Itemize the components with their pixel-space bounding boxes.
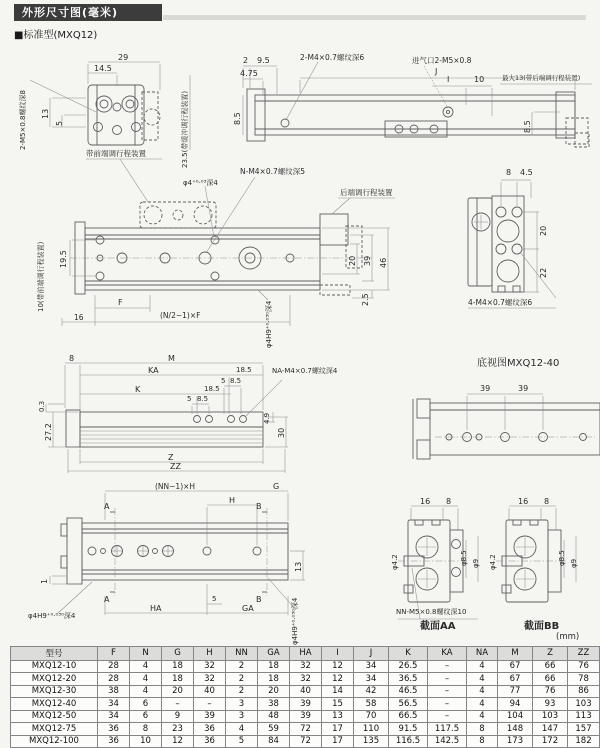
value-cell: 4 (467, 660, 498, 673)
bottom-view-40-title: 底视图MXQ12-40 (477, 358, 560, 369)
value-cell: 117.5 (428, 723, 467, 736)
bb-dia-4-2: φ4.2 (489, 554, 497, 570)
value-cell: 76 (568, 660, 600, 673)
value-cell: 18 (258, 660, 290, 673)
pin-hole2-label: φ4H9⁺⁰·⁰³⁰深4 (265, 300, 273, 348)
bottom-view-drawing (46, 363, 288, 473)
dim-GA: GA (242, 604, 254, 613)
aa-dia-4-2: φ4.2 (391, 554, 399, 570)
dim-8-5-b: 8.5 (197, 395, 209, 403)
model-cell: MXQ12-75 (11, 723, 98, 736)
value-cell: 142.5 (428, 735, 467, 748)
value-cell: 36 (98, 735, 130, 748)
dim-height-13: 13 (41, 108, 50, 119)
value-cell: 15 (322, 698, 354, 711)
dim-9-5: 9.5 (257, 56, 270, 65)
aa-thread-label: NN-M5×0.8螺纹深10 (396, 608, 467, 616)
value-cell: 72 (290, 723, 322, 736)
table-row (11, 735, 600, 748)
value-cell: 4 (130, 660, 162, 673)
value-cell: 42 (354, 685, 389, 698)
value-cell: – (428, 685, 467, 698)
dim-J: J (435, 67, 438, 76)
column-header: N (130, 647, 162, 661)
value-cell: 36.5 (389, 673, 428, 686)
value-cell: 157 (568, 723, 600, 736)
dim-20: 20 (348, 255, 357, 266)
thread-label-m4: 2-M4×0.7螺纹深6 (300, 53, 365, 62)
section-mark-b-top: B (256, 502, 262, 511)
value-cell: 147 (533, 723, 568, 736)
value-cell: 32 (290, 673, 322, 686)
table-row (11, 698, 600, 711)
value-cell: 113 (568, 710, 600, 723)
value-cell: 20 (258, 685, 290, 698)
value-cell: – (428, 698, 467, 711)
value-cell: 32 (194, 660, 226, 673)
dim-4-5: 4.5 (520, 168, 533, 177)
column-header: ZZ (568, 647, 600, 661)
dim-4-75: 4.75 (240, 69, 258, 78)
value-cell: 8 (467, 723, 498, 736)
value-cell: 86 (568, 685, 600, 698)
dim-39: 39 (363, 255, 372, 266)
unit-label: (mm) (556, 632, 580, 642)
value-cell: 26.5 (389, 660, 428, 673)
dim-8: 8 (506, 168, 512, 177)
column-header: 型号 (11, 647, 98, 661)
value-cell: 8 (130, 723, 162, 736)
dim-18-5-b: 18.5 (204, 385, 220, 393)
thread-label-n-m4: N-M4×0.7螺纹深5 (240, 167, 306, 176)
dim-KA: KA (148, 366, 159, 375)
model-cell: MXQ12-20 (11, 673, 98, 686)
model-cell: MXQ12-100 (11, 735, 98, 748)
dim-8-5-a: 8.5 (230, 377, 242, 385)
value-cell: 36 (194, 723, 226, 736)
column-header: I (322, 647, 354, 661)
value-cell: 18 (162, 660, 194, 673)
value-cell: 36 (194, 735, 226, 748)
column-header: KA (428, 647, 467, 661)
value-cell: 4 (467, 710, 498, 723)
column-header: NA (467, 647, 498, 661)
dim-I: I (447, 75, 450, 84)
value-cell: 3 (226, 698, 258, 711)
table-row (11, 673, 600, 686)
dim-4-9: 4.9 (263, 412, 271, 424)
dim-8-5-right: 8.5 (523, 120, 532, 133)
bb-dia-9: φ9 (570, 558, 578, 568)
value-cell: 32 (290, 660, 322, 673)
dim-M: M (168, 354, 175, 363)
value-cell: 13 (322, 710, 354, 723)
dim-46: 46 (379, 257, 388, 268)
value-cell: 28 (98, 660, 130, 673)
dim-8-5-left: 8.5 (233, 112, 242, 125)
value-cell: 76 (533, 685, 568, 698)
dim-39-b: 39 (518, 384, 529, 393)
value-cell: 18 (162, 673, 194, 686)
dim-HA: HA (150, 604, 162, 613)
dim-18-5-a: 18.5 (236, 366, 252, 374)
value-cell: 46.5 (389, 685, 428, 698)
value-cell: 4 (130, 685, 162, 698)
value-cell: 66 (533, 673, 568, 686)
dim-ZZ: ZZ (170, 462, 181, 471)
thread-label-na-m4: NA-M4×0.7螺纹深4 (272, 367, 338, 375)
table-row (11, 723, 600, 736)
value-cell: 91.5 (389, 723, 428, 736)
dim-2: 2 (243, 56, 249, 65)
value-cell: 20 (162, 685, 194, 698)
rear-adjuster-label: 后端调行程装置 (340, 188, 393, 197)
page-subtitle: ■标准型(MXQ12) (14, 30, 98, 41)
value-cell: 3 (226, 710, 258, 723)
value-cell: 18 (258, 673, 290, 686)
value-cell: 4 (467, 698, 498, 711)
dim-5-a: 5 (221, 377, 226, 385)
value-cell: 8 (467, 735, 498, 748)
dim-5-b: 5 (187, 395, 192, 403)
dim-2-5: 2.5 (361, 293, 370, 306)
value-cell: 182 (568, 735, 600, 748)
air-port-label: 进气口2-M5×0.8 (412, 56, 472, 65)
column-header: H (194, 647, 226, 661)
dim-1: 1 (40, 578, 49, 584)
value-cell: 12 (162, 735, 194, 748)
value-cell: 6 (130, 698, 162, 711)
value-cell: 116.5 (389, 735, 428, 748)
model-cell: MXQ12-10 (11, 660, 98, 673)
value-cell: 36 (98, 723, 130, 736)
value-cell: 59 (258, 723, 290, 736)
value-cell: 103 (568, 698, 600, 711)
value-cell: 17 (322, 735, 354, 748)
value-cell: 40 (194, 685, 226, 698)
value-cell: 34 (98, 710, 130, 723)
dim-10: 10 (474, 75, 485, 84)
column-header: K (389, 647, 428, 661)
value-cell: 173 (498, 735, 533, 748)
value-cell: 6 (130, 710, 162, 723)
value-cell: 2 (226, 685, 258, 698)
dim-height-5: 5 (55, 120, 64, 126)
dim-G: G (273, 482, 280, 491)
end-detail-drawing (468, 180, 556, 308)
bb-dia-8-5: φ8.5 (558, 550, 566, 566)
dim-27-2: 27.2 (44, 423, 53, 441)
dim-nn-pitch: (NN−1)×H (155, 482, 196, 491)
dim-20-detail: 20 (539, 225, 548, 236)
dim-F: F (118, 298, 123, 307)
value-cell: – (428, 673, 467, 686)
column-header: J (354, 647, 389, 661)
value-cell: 94 (498, 698, 533, 711)
dim-30: 30 (277, 427, 286, 438)
value-cell: 38 (98, 685, 130, 698)
value-cell: 34 (354, 660, 389, 673)
aa-dia-8-5: φ8.5 (460, 550, 468, 566)
value-cell: 2 (226, 673, 258, 686)
pin-hole-label-right: φ4H9⁺⁰·⁰³⁰深4 (291, 597, 299, 645)
aa-dim-16: 16 (420, 497, 431, 506)
port-thread-label: 2-M5×0.8螺纹深8 (19, 90, 27, 150)
value-cell: 48 (258, 710, 290, 723)
value-cell: 40 (290, 685, 322, 698)
pin-hole-label-left: φ4H9⁺⁰·⁰³⁰深4 (28, 612, 76, 620)
dim-5-lower: 5 (212, 595, 217, 603)
value-cell: 66 (533, 660, 568, 673)
page-title: 外形尺寸图(毫米) (14, 4, 162, 21)
dim-8-bottom: 8 (69, 354, 75, 363)
column-header: HA (290, 647, 322, 661)
section-mark-b-bottom: B (256, 595, 262, 604)
value-cell: 10 (130, 735, 162, 748)
value-cell: 2 (226, 660, 258, 673)
value-cell: 34 (98, 698, 130, 711)
table-header-row (11, 647, 600, 661)
value-cell: 172 (533, 735, 568, 748)
value-cell: 4 (226, 723, 258, 736)
value-cell: 56.5 (389, 698, 428, 711)
dim-13-right: 13 (294, 561, 303, 572)
dim-width-29: 29 (118, 53, 129, 62)
value-cell: 135 (354, 735, 389, 748)
bb-dim-8: 8 (544, 497, 550, 506)
value-cell: 14 (322, 685, 354, 698)
value-cell: – (428, 710, 467, 723)
dim-Z: Z (168, 453, 174, 462)
lower-side-view-drawing (50, 491, 305, 615)
value-cell: 39 (290, 698, 322, 711)
dim-16: 16 (74, 313, 84, 322)
middle-side-view-drawing (59, 177, 395, 326)
value-cell: 110 (354, 723, 389, 736)
dim-width-14-5: 14.5 (94, 64, 112, 73)
value-cell: 93 (533, 698, 568, 711)
value-cell: 5 (226, 735, 258, 748)
stroke-adjuster-note: 23.5(带缓冲调行程装置) (181, 90, 189, 168)
dim-K: K (135, 385, 141, 394)
value-cell: 84 (258, 735, 290, 748)
dim-22: 22 (539, 267, 548, 278)
value-cell: 66.5 (389, 710, 428, 723)
value-cell: 39 (290, 710, 322, 723)
value-cell: 23 (162, 723, 194, 736)
table-row (11, 660, 600, 673)
section-aa-caption: 截面AA (420, 621, 456, 632)
dim-0-3: 0.3 (38, 400, 46, 412)
value-cell: 4 (130, 673, 162, 686)
dim-19-5: 19.5 (59, 250, 68, 268)
dim-pitch-formula: (N/2−1)×F (160, 311, 201, 320)
value-cell: 9 (162, 710, 194, 723)
value-cell: 70 (354, 710, 389, 723)
value-cell: 17 (322, 723, 354, 736)
stroke-note-10: 10(带前端调行程装置) (37, 241, 45, 312)
value-cell: 34 (354, 673, 389, 686)
value-cell: 104 (498, 710, 533, 723)
column-header: Z (533, 647, 568, 661)
aa-dia-9: φ9 (472, 558, 480, 568)
column-header: G (162, 647, 194, 661)
value-cell: 12 (322, 673, 354, 686)
value-cell: 67 (498, 673, 533, 686)
value-cell: 58 (354, 698, 389, 711)
model-cell: MXQ12-40 (11, 698, 98, 711)
dimension-table (10, 646, 590, 748)
table-row (11, 685, 600, 698)
max13-note: 最大13(带后端调行程装置) (502, 74, 581, 82)
aa-dim-8: 8 (446, 497, 452, 506)
value-cell: 103 (533, 710, 568, 723)
section-mark-a-bottom: A (104, 595, 110, 604)
value-cell: 148 (498, 723, 533, 736)
end-view-drawing (30, 62, 190, 202)
value-cell: 28 (98, 673, 130, 686)
value-cell: 78 (568, 673, 600, 686)
value-cell: – (194, 698, 226, 711)
column-header: GA (258, 647, 290, 661)
table-row (11, 710, 600, 723)
value-cell: 67 (498, 660, 533, 673)
section-mark-a-top: A (104, 502, 110, 511)
value-cell: 77 (498, 685, 533, 698)
bottom-view-40-drawing (413, 394, 600, 459)
column-header: F (98, 647, 130, 661)
model-cell: MXQ12-30 (11, 685, 98, 698)
value-cell: 4 (467, 673, 498, 686)
value-cell: 38 (258, 698, 290, 711)
value-cell: 72 (290, 735, 322, 748)
value-cell: 39 (194, 710, 226, 723)
thread-label-4-m4: 4-M4×0.7螺纹深6 (468, 298, 533, 307)
column-header: M (498, 647, 533, 661)
model-cell: MXQ12-50 (11, 710, 98, 723)
value-cell: 12 (322, 660, 354, 673)
pin-hole-label: φ4⁺⁰·⁰³深4 (183, 179, 218, 187)
section-bb-caption: 截面BB (524, 621, 560, 632)
column-header: NN (226, 647, 258, 661)
value-cell: – (428, 660, 467, 673)
dim-39-a: 39 (480, 384, 491, 393)
bb-dim-16: 16 (518, 497, 529, 506)
value-cell: 4 (467, 685, 498, 698)
front-adjuster-label: 带前端调行程装置 (86, 149, 146, 158)
value-cell: – (162, 698, 194, 711)
dim-H: H (229, 496, 236, 505)
value-cell: 32 (194, 673, 226, 686)
